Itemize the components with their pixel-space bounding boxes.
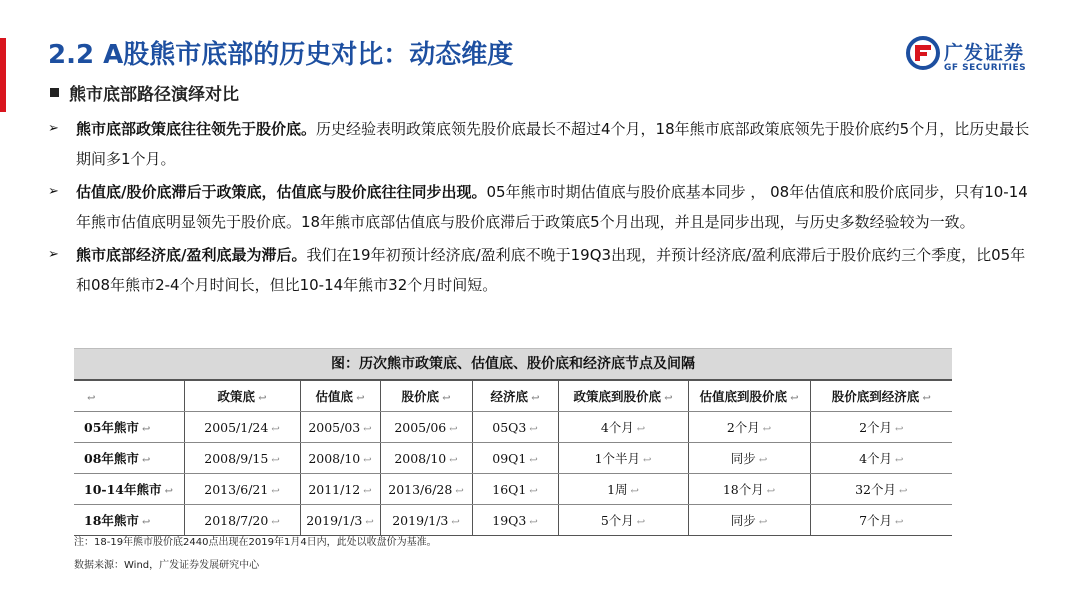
table-cell: 09Q1 ↩: [472, 443, 558, 474]
header-cell: 估值底 ↩: [300, 380, 380, 412]
table-cell: 1周 ↩: [558, 474, 688, 505]
table-cell: 05Q3 ↩: [472, 412, 558, 443]
header-cell: 股价底 ↩: [380, 380, 472, 412]
header-cell: 估值底到股价底 ↩: [688, 380, 810, 412]
table-row: [74, 412, 952, 443]
bullet-item: [48, 240, 1038, 300]
table-cell: 18个月 ↩: [688, 474, 810, 505]
table-cell: 同步 ↩: [688, 443, 810, 474]
table-row: [74, 443, 952, 474]
table-cell: 同步 ↩: [688, 505, 810, 536]
table-cell: 2018/7/20 ↩: [184, 505, 300, 536]
bullet-item: [48, 177, 1038, 237]
bullet-lead: 估值底/股价底滞后于政策底，估值底与股价底往往同步出现。: [76, 183, 487, 201]
arrow-bullet-icon: ➢: [48, 121, 59, 136]
table-cell: 2个月 ↩: [688, 412, 810, 443]
bullet-item: [48, 114, 1038, 174]
left-accent-bar: [0, 38, 6, 112]
gf-securities-logo: [906, 36, 1046, 76]
bullet-lead: 熊市底部政策底往往领先于股价底。: [76, 120, 317, 138]
table-cell: 32个月 ↩: [810, 474, 952, 505]
table-cell: 2008/10 ↩: [380, 443, 472, 474]
gf-logo-icon: [906, 36, 940, 70]
table-cell: 16Q1 ↩: [472, 474, 558, 505]
logo-chinese-name: 广发证券: [944, 42, 1025, 64]
bullet-text: 历史经验表明政策底领先股价底最长不超过4个月，18年熊市底部政策底领先于股价底约5个月，比历史最长期间多1个月。: [76, 120, 1030, 168]
table-cell: 2005/06 ↩: [380, 412, 472, 443]
row-label-cell: 05年熊市 ↩: [74, 412, 184, 443]
table-cell: 2005/03 ↩: [300, 412, 380, 443]
bullet-lead: 熊市底部经济底/盈利底最为滞后。: [76, 246, 307, 264]
bullet-list: [48, 114, 1038, 303]
slide-title: 2.2 A股熊市底部的历史对比：动态维度: [48, 40, 514, 70]
row-label-cell: 08年熊市 ↩: [74, 443, 184, 474]
table-cell: 19Q3 ↩: [472, 505, 558, 536]
header-cell: 政策底到股价底 ↩: [558, 380, 688, 412]
table-footnote: 注：18-19年熊市股价底2440点出现在2019年1月4日内，此处以收盘价为基准。: [74, 537, 437, 548]
table-cell: 4个月 ↩: [810, 443, 952, 474]
data-source: 数据来源：Wind，广发证券发展研究中心: [74, 560, 260, 571]
table-cell: 2个月 ↩: [810, 412, 952, 443]
header-cell: ↩: [74, 380, 184, 412]
comparison-table: [74, 379, 952, 536]
table-cell: 2005/1/24 ↩: [184, 412, 300, 443]
table-cell: 1个半月 ↩: [558, 443, 688, 474]
bullet-text: 我们在19年初预计经济底/盈利底不晚于19Q3出现，并预计经济底/盈利底滞后于股价底约三个季度，比05年和08年熊市2-4个月时间长，但比10-14年熊市32个月时间短。: [76, 246, 1026, 294]
square-bullet-icon: [50, 88, 59, 97]
arrow-bullet-icon: ➢: [48, 247, 59, 262]
table-cell: 2011/12 ↩: [300, 474, 380, 505]
table-cell: 2019/1/3 ↩: [300, 505, 380, 536]
table-title: 图：历次熊市政策底、估值底、股价底和经济底节点及间隔: [74, 348, 952, 379]
table-cell: 2008/9/15 ↩: [184, 443, 300, 474]
table-cell: 4个月 ↩: [558, 412, 688, 443]
table-header-row: [74, 380, 952, 412]
section-heading: [50, 80, 239, 105]
header-cell: 经济底 ↩: [472, 380, 558, 412]
table-cell: 2008/10 ↩: [300, 443, 380, 474]
header-cell: 股价底到经济底 ↩: [810, 380, 952, 412]
logo-english-name: GF SECURITIES: [944, 63, 1027, 73]
table-row: [74, 474, 952, 505]
row-label-cell: 10-14年熊市 ↩: [74, 474, 184, 505]
table-cell: 2013/6/21 ↩: [184, 474, 300, 505]
bullet-text: 05年熊市时期估值底与股价底基本同步 ， 08年估值底和股价底同步，只有10-14年熊市估值底明显领先于股价底。18年熊市底部估值底与股价底滞后于政策底5个月出现，并且是同步出现，与历史多数经验较为一致。: [76, 183, 1028, 231]
table-cell: 5个月 ↩: [558, 505, 688, 536]
header-cell: 政策底 ↩: [184, 380, 300, 412]
row-label-cell: 18年熊市 ↩: [74, 505, 184, 536]
table-row: [74, 505, 952, 536]
table-cell: 2013/6/28 ↩: [380, 474, 472, 505]
table-cell: 2019/1/3 ↩: [380, 505, 472, 536]
bear-market-table: [74, 348, 952, 536]
table-cell: 7个月 ↩: [810, 505, 952, 536]
section-heading-text: 熊市底部路径演绎对比: [69, 85, 239, 105]
arrow-bullet-icon: ➢: [48, 184, 59, 199]
